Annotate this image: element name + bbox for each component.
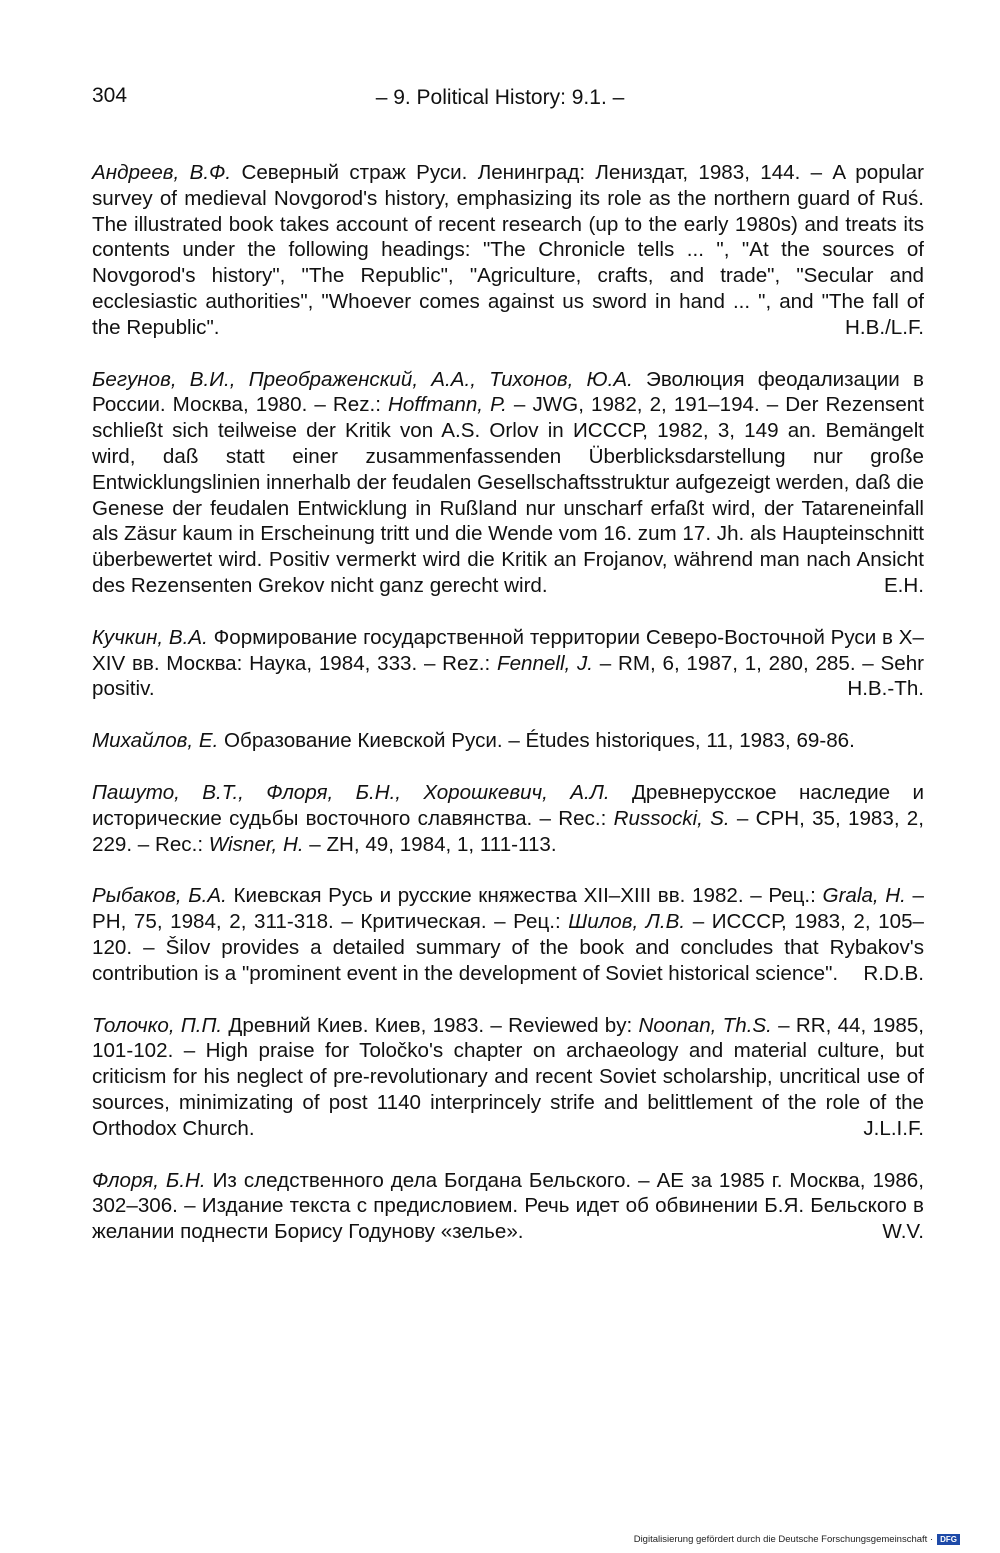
entry-author: Михайлов, Е. [92, 729, 219, 753]
entry-author: Рыбаков, Б.А. [92, 884, 227, 908]
entry-andreev [92, 160, 924, 341]
entry-body: – ИСССР, 1983, 2, 105–120. – Šilov provides a detailed summary of the book and concludes that Rybakov's contribution is a "prominent event in the development of Soviet historical science". [92, 910, 924, 985]
entry-reviewer: Noonan, Th.S. [638, 1013, 772, 1037]
entry-body: – CPH, 35, 1983, 2, 229. – Rec.: [92, 806, 924, 856]
entry-mikhailov [92, 728, 924, 754]
entry-reviewer: Russocki, S. [613, 806, 730, 830]
entry-florya [92, 1168, 924, 1245]
entry-body: Эволюция феодализации в России. Москва, 1980. – Rez.: [92, 367, 924, 417]
entry-reviewer: Fennell, J. [497, 651, 594, 675]
entry-reviewer: Hoffmann, P. [388, 393, 507, 417]
running-head: – 9. Political History: 9.1. – [375, 86, 625, 109]
entry-body: – RR, 44, 1985, 101-102. – High praise for Toločko's chapter on archaeology and material culture, but criticism for his neglect of pre-revolutionary and recent Soviet scholarship, uncritical use of sources, minimizating of post 1140 interprincely strife and belittlement of the role of the Orthodox Church. [92, 1013, 925, 1140]
entry-tolochko [92, 1013, 924, 1142]
entry-author: Андреев, В.Ф. [92, 161, 232, 184]
entry-body: – PH, 75, 1984, 2, 311-318. – Критическая. – Рец.: [92, 884, 924, 934]
entry-initials: J.L.I.F. [863, 1116, 924, 1140]
entry-body: Киевская Русь и русские княжества XII–XIII вв. 1982. – Рец.: [226, 884, 823, 908]
entry-body: – RM, 6, 1987, 1, 280, 285. – Sehr positiv. [92, 651, 925, 701]
page-number: 304 [92, 84, 128, 107]
entry-rybakov [92, 883, 924, 986]
entry-body: Образование Киевской Руси. – Études historiques, 11, 1983, 69-86. [218, 729, 855, 753]
entry-pashuto [92, 780, 924, 857]
entry-initials: H.B.-Th. [847, 677, 924, 701]
entry-reviewer: Grala, H. [822, 884, 906, 908]
entry-body: Из следственного дела Богдана Бельского. – АЕ за 1985 г. Москва, 1986, 302–306. – Издание текста с предисловием. Речь идет об обвинении Б.Я. Бельского в желании поднести Борису Годунову «зелье». [92, 1168, 924, 1244]
entry-author: Кучкин, В.А. [92, 625, 208, 649]
entry-initials: R.D.B. [863, 961, 924, 985]
entry-body: Формирование государственной территории Северо-Восточной Руси в X–XIV вв. Москва: Наука, 1984, 333. – Rez.: [92, 625, 924, 675]
entry-author: Толочко, П.П. [92, 1013, 223, 1037]
digitization-footer [634, 1534, 960, 1545]
entry-reviewer: Wisner, H. [208, 832, 304, 856]
entry-begunov [92, 367, 924, 599]
entry-body: Северный страж Руси. Ленинград: Лениздат, 1983, 144. – A popular survey of medieval Novgorod's history, emphasizing its role as the northern guard of Ruś. The illustrated book takes account of recent research (up to the early 1980s) and treats its contents under the following headings: "The Chronicle tells ... ", "At the sources of Novgorod's history", "The Republic", "Agriculture, crafts, and trade", "Secular and ecclesiastic authorities", "Whoever comes against us sword in hand ... ", and "The fall of the Republic". [92, 161, 924, 339]
entry-initials: H.B./L.F. [845, 315, 924, 339]
entry-body: – ZH, 49, 1984, 1, 111-113. [303, 832, 557, 856]
entry-author: Флоря, Б.Н. [92, 1168, 206, 1192]
entry-author: Бегунов, В.И., Преображенский, А.А., Тихонов, Ю.А. [92, 367, 633, 391]
entry-body: – JWG, 1982, 2, 191–194. – Der Rezensent schließt sich teilweise der Kritik von A.S. Orlov in ИСССР, 1982, 3, 149 an. Bemängelt wird, daß statt einer zusammenfassenden Überblicksdarstellung nur große Entwicklungslinien innerhalb der feudalen Gesellschaftsstruktur aufgezeigt werden, daß die Genese der feudalen Entwicklung in Rußland nur unscharf erfaßt wird, der Tatareneinfall als Zäsur kaum in Erscheinung tritt und die Wende vom 16. zum 17. Jh. als Haupteinschnitt überbewertet wird. Positiv vermerkt wird die Kritik an Frojanov, während man nach Ansicht des Rezensenten Grekov nicht ganz gerecht wird. [92, 393, 924, 597]
dfg-logo-icon: DFG [937, 1534, 960, 1545]
bibliography-entries [92, 160, 924, 1271]
entry-initials: W.V. [882, 1220, 924, 1244]
entry-initials: E.H. [883, 573, 924, 597]
entry-author: Пашуто, В.Т., Флоря, Б.Н., Хорошкевич, А.Л. [92, 780, 610, 804]
entry-body: Древнерусское наследие и исторические судьбы восточного славянства. – Rec.: [92, 780, 924, 830]
entry-reviewer: Шилов, Л.В. [568, 910, 686, 934]
entry-kuchkin [92, 625, 924, 702]
footer-text: Digitalisierung gefördert durch die Deutsche Forschungsgemeinschaft · [633, 1534, 934, 1546]
entry-body: Древний Киев. Киев, 1983. – Reviewed by: [222, 1013, 639, 1037]
